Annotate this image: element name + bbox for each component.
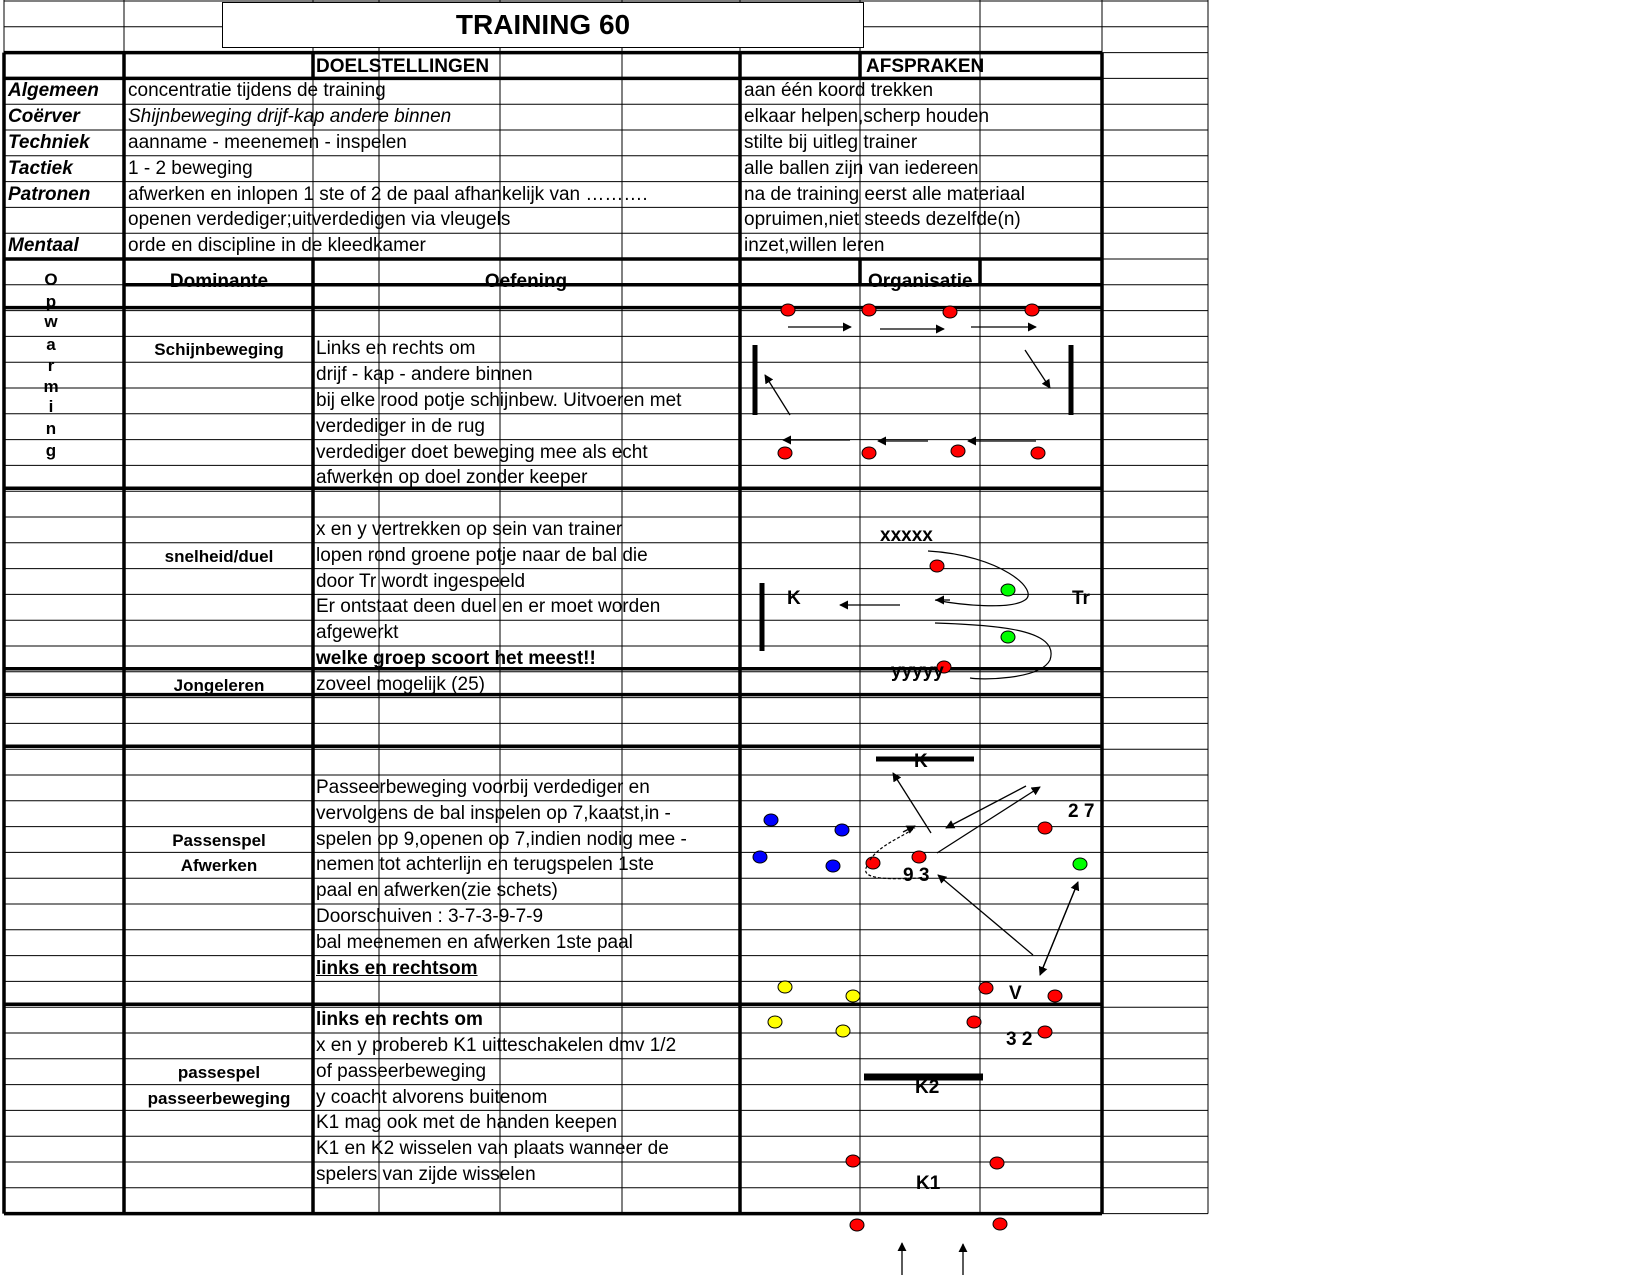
red-cone [862, 447, 876, 459]
objective-label: Patronen [8, 183, 91, 205]
oefening-line: links en rechts om [316, 1009, 483, 1031]
opwarming-letter: w [44, 312, 58, 331]
objective-afspraak: aan één koord trekken [744, 80, 934, 102]
green-cone [1073, 858, 1087, 870]
objective-label: Coërver [8, 106, 80, 128]
yellow-cone [768, 1016, 782, 1028]
objective-afspraak: alle ballen zijn van iedereen [744, 157, 979, 179]
yellow-cone [778, 981, 792, 993]
green-cone [1001, 584, 1015, 596]
oefening-line: afwerken op doel zonder keeper [316, 467, 588, 489]
oefening-line: of passeerbeweging [316, 1060, 487, 1082]
objective-doel: concentratie tijdens de training [128, 80, 386, 102]
oefening-line: Passeerbeweging voorbij verdediger en [316, 777, 650, 798]
red-cone [778, 447, 792, 459]
diagram-label-k2: K2 [915, 1077, 940, 1098]
opwarming-letter: i [48, 397, 54, 416]
organisatie-header: Organisatie [868, 271, 973, 292]
oefening-line: y coacht alvorens buitenom [316, 1086, 548, 1108]
objective-afspraak: inzet,willen leren [744, 235, 885, 257]
dotted-pass [870, 828, 915, 860]
red-cone [990, 1157, 1004, 1169]
red-cone [1031, 447, 1045, 459]
oefening-line: links en rechtsom [316, 957, 478, 979]
arrow [903, 826, 915, 832]
doelstellingen-header: DOELSTELLINGEN [316, 56, 490, 77]
dominante-label: Schijnbeweging [154, 340, 284, 360]
oefening-line: spelers van zijde wisselen [316, 1164, 536, 1185]
opwarming-letter: g [45, 441, 57, 460]
oefening-line: welke groep scoort het meest!! [316, 648, 596, 669]
yellow-cone [836, 1025, 850, 1037]
oefening-line: afgewerkt [316, 622, 399, 644]
arrow [937, 787, 1040, 853]
diagram-label-v: V [1009, 983, 1022, 1004]
objective-afspraak: opruimen,niet steeds dezelfde(n) [744, 209, 1021, 231]
oefening-line: verdediger doet beweging mee als echt [316, 441, 648, 463]
red-cone [943, 306, 957, 318]
opwarming-letter: n [45, 419, 57, 438]
diagram-label-n32: 3 2 [1006, 1029, 1033, 1050]
dominante-label: Passenspel [172, 830, 266, 850]
oefening-line: zoveel mogelijk (25) [316, 673, 485, 695]
arrow [893, 773, 931, 833]
opwarming-letter: r [47, 356, 55, 375]
objective-doel: orde en discipline in de kleedkamer [128, 235, 426, 257]
red-cone [846, 1155, 860, 1167]
blue-cone [835, 824, 849, 836]
arrow [765, 375, 790, 415]
red-cone [1025, 304, 1039, 316]
oefening-line: Er ontstaat deen duel en er moet worden [316, 596, 661, 618]
opwarming-letter: p [45, 292, 57, 311]
dominante-label: passespel [177, 1062, 261, 1082]
run-path-y [935, 623, 1051, 679]
dominante-label: Afwerken [180, 856, 258, 876]
diagram-label-k-goal: K [914, 751, 928, 772]
oefening-line: door Tr wordt ingespeeld [316, 570, 526, 592]
red-cone [993, 1218, 1007, 1230]
oefening-line: paal en afwerken(zie schets) [316, 880, 558, 902]
opwarming-letter: a [46, 335, 56, 354]
objective-label: Mentaal [8, 235, 79, 257]
red-cone [930, 560, 944, 572]
oefening-line: bij elke rood potje schijnbew. Uitvoeren met [316, 390, 682, 411]
objective-doel: aanname - meenemen - inspelen [128, 132, 407, 153]
arrow [1040, 882, 1078, 975]
blue-cone [764, 814, 778, 826]
oefening-line: drijf - kap - andere binnen [316, 364, 533, 386]
oefening-line: verdediger in de rug [316, 415, 485, 437]
run-path-x [928, 551, 1028, 606]
objective-label: Techniek [8, 132, 90, 153]
oefening-line: x en y vertrekken op sein van trainer [316, 519, 623, 540]
objective-afspraak: elkaar helpen,scherp houden [744, 106, 990, 128]
arrow [938, 875, 1033, 955]
red-cone [781, 304, 795, 316]
diagram-label-yyyyy: yyyyy [891, 661, 944, 682]
objective-doel: Shijnbeweging drijf-kap andere binnen [128, 106, 452, 128]
oefening-line: nemen tot achterlijn en terugspelen 1ste [316, 854, 654, 876]
objective-doel: afwerken en inlopen 1 ste of 2 de paal afhankelijk van ………. [128, 183, 648, 205]
red-cone [866, 857, 880, 869]
oefening-line: Doorschuiven : 3-7-3-9-7-9 [316, 906, 544, 927]
arrow [1025, 350, 1050, 388]
yellow-cone [846, 990, 860, 1002]
oefening-line: bal meenemen en afwerken 1ste paal [316, 931, 633, 953]
objective-afspraak: stilte bij uitleg trainer [744, 132, 918, 153]
red-cone [862, 304, 876, 316]
oefening-line: K1 en K2 wisselen van plaats wanneer de [316, 1138, 669, 1160]
diagram-label-k: K [787, 588, 801, 609]
objective-label: Tactiek [8, 157, 73, 179]
dominante-label: Jongeleren [173, 675, 265, 695]
red-cone [912, 851, 926, 863]
oefening-line: spelen op 9,openen op 7,indien nodig mee - [316, 828, 687, 850]
red-cone [967, 1016, 981, 1028]
blue-cone [826, 860, 840, 872]
red-cone [1048, 990, 1062, 1002]
oefening-line: x en y probereb K1 uitteschakelen dmv 1/2 [316, 1035, 677, 1056]
diagram-label-n93: 9 3 [903, 865, 930, 886]
oefening-line: K1 mag ook met de handen keepen [316, 1112, 618, 1134]
dominante-label: passeerbeweging [147, 1088, 291, 1108]
page-title: TRAINING 60 [222, 2, 864, 48]
oefening-line: Links en rechts om [316, 338, 476, 360]
red-cone [951, 445, 965, 457]
objective-label: Algemeen [8, 80, 99, 102]
red-cone [979, 982, 993, 994]
oefening-line: lopen rond groene potje naar de bal die [316, 544, 648, 566]
diagram-label-k1: K1 [916, 1173, 941, 1194]
green-cone [1001, 631, 1015, 643]
diagram-label-xxxxx: xxxxx [880, 525, 933, 546]
afspraken-header: AFSPRAKEN [866, 56, 985, 77]
oefening-line: vervolgens de bal inspelen op 7,kaatst,in - [316, 802, 671, 824]
objective-afspraak: na de training eerst alle materiaal [744, 183, 1025, 205]
red-cone [1038, 1026, 1052, 1038]
diagram-label-n27: 2 7 [1068, 801, 1095, 822]
objective-doel: openen verdediger;uitverdedigen via vleugels [128, 209, 511, 231]
red-cone [850, 1219, 864, 1231]
dominante-header: Dominante [169, 271, 269, 292]
opwarming-letter: O [44, 270, 58, 289]
blue-cone [753, 851, 767, 863]
dominante-label: snelheid/duel [164, 546, 274, 566]
red-cone [1038, 822, 1052, 834]
objective-doel: 1 - 2 beweging [128, 157, 253, 179]
diagram-label-tr: Tr [1072, 588, 1090, 609]
opwarming-letter: m [43, 377, 59, 396]
oefening-header: Oefening [484, 271, 568, 292]
